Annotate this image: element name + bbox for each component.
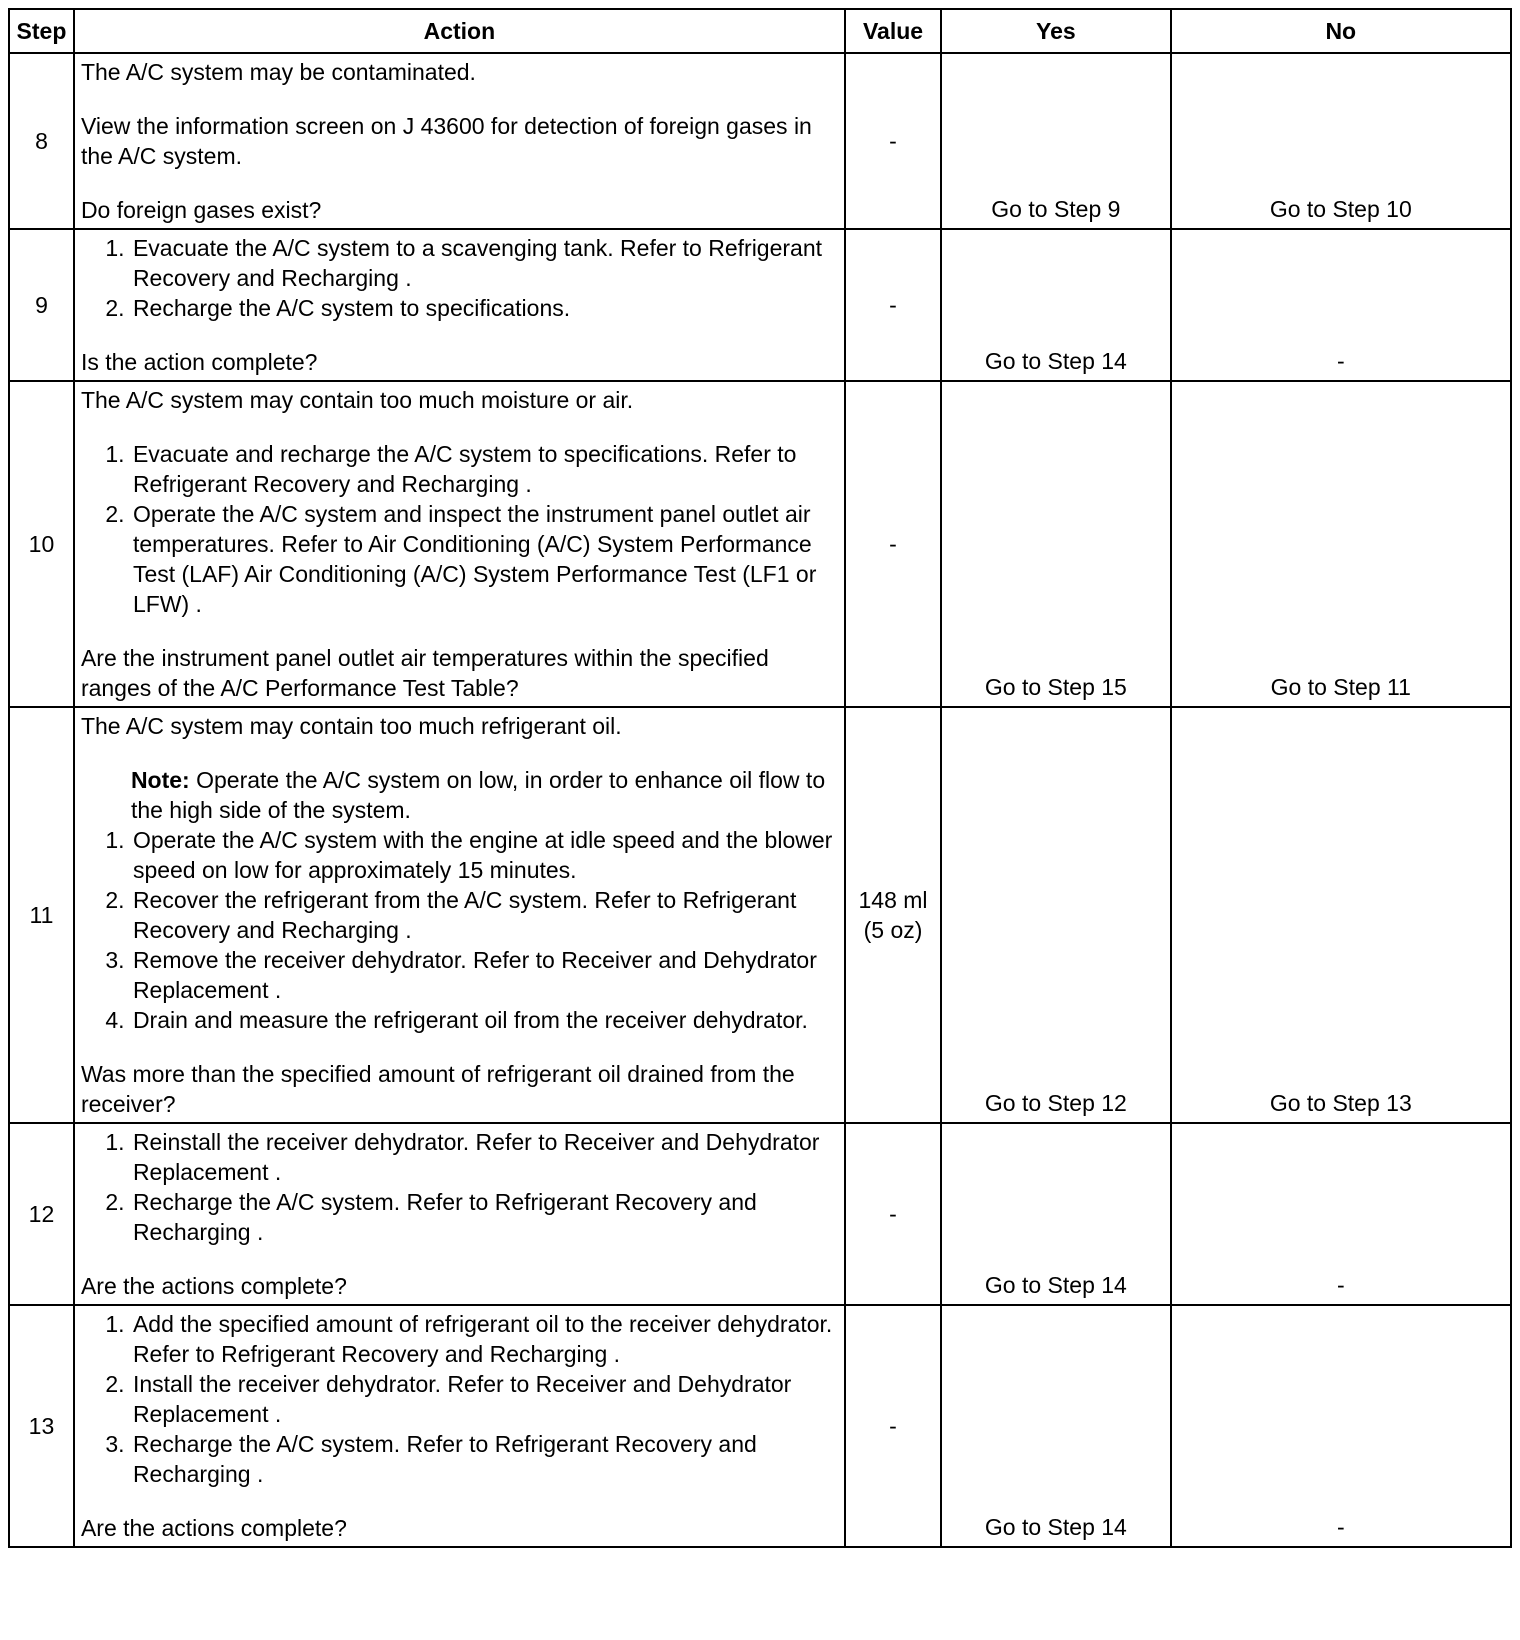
no-cell: Go to Step 13 — [1171, 707, 1511, 1123]
table-row — [9, 1305, 1511, 1547]
action-list — [81, 233, 838, 323]
list-item: 1. Operate the A/C system with the engine at idle speed and the blower speed on low for approximately 15 minutes. — [131, 825, 838, 885]
no-cell: - — [1171, 1305, 1511, 1547]
list-item: 1. Evacuate the A/C system to a scavenging tank. Refer to Refrigerant Recovery and Recharging . — [131, 233, 838, 293]
list-item: 2. Operate the A/C system and inspect the instrument panel outlet air temperatures. Refer to Air Conditioning (A/C) System Performance Test (LAF) Air Conditioning (A/C) System Performance Test (LF1 or LFW) . — [131, 499, 838, 619]
note — [81, 765, 838, 825]
action-question: Do foreign gases exist? — [80, 197, 322, 223]
yes-cell: Go to Step 14 — [941, 1123, 1170, 1305]
no-cell: - — [1171, 1123, 1511, 1305]
yes-cell: Go to Step 12 — [941, 707, 1170, 1123]
yes-cell: Go to Step 14 — [941, 229, 1170, 381]
value-cell: - — [845, 381, 941, 707]
action-cell — [74, 53, 845, 229]
table-row — [9, 381, 1511, 707]
action-intro: The A/C system may contain too much moisture or air. — [80, 387, 634, 413]
list-item: 1. Add the specified amount of refrigerant oil to the receiver dehydrator. Refer to Refrigerant Recovery and Recharging . — [131, 1309, 838, 1369]
header-value: Value — [845, 9, 941, 53]
action-question: Are the instrument panel outlet air temperatures within the specified ranges of the A/C Performance Test Table? — [80, 645, 769, 701]
note-text: Operate the A/C system on low, in order to enhance oil flow to the high side of the system. — [130, 767, 826, 823]
step-number: 12 — [9, 1123, 74, 1305]
step-number: 10 — [9, 381, 74, 707]
action-question: Is the action complete? — [80, 349, 318, 375]
step-number: 8 — [9, 53, 74, 229]
yes-cell: Go to Step 14 — [941, 1305, 1170, 1547]
step-number: 11 — [9, 707, 74, 1123]
header-action: Action — [74, 9, 845, 53]
step-number: 13 — [9, 1305, 74, 1547]
action-list — [81, 1309, 838, 1489]
list-item: 2. Recharge the A/C system. Refer to Refrigerant Recovery and Recharging . — [131, 1187, 838, 1247]
list-item: 3. Recharge the A/C system. Refer to Refrigerant Recovery and Recharging . — [131, 1429, 838, 1489]
action-list — [81, 439, 838, 619]
action-intro: The A/C system may contain too much refrigerant oil. — [80, 713, 622, 739]
action-list — [81, 825, 838, 1035]
value-cell: - — [845, 1305, 941, 1547]
action-intro: The A/C system may be contaminated. — [80, 59, 476, 85]
action-question: Are the actions complete? — [80, 1273, 347, 1299]
action-cell — [74, 707, 845, 1123]
value-imperial: (5 oz) — [863, 917, 923, 943]
header-row — [9, 9, 1511, 53]
action-instruction: View the information screen on J 43600 for detection of foreign gases in the A/C system. — [80, 113, 812, 169]
header-step: Step — [9, 9, 74, 53]
action-question: Was more than the specified amount of refrigerant oil drained from the receiver? — [80, 1061, 795, 1117]
no-cell: Go to Step 10 — [1171, 53, 1511, 229]
action-cell — [74, 1123, 845, 1305]
table-row — [9, 1123, 1511, 1305]
value-cell: - — [845, 229, 941, 381]
list-item: 2. Install the receiver dehydrator. Refer to Receiver and Dehydrator Replacement . — [131, 1369, 838, 1429]
list-item: 2. Recharge the A/C system to specifications. — [131, 293, 838, 323]
no-cell: - — [1171, 229, 1511, 381]
note-label: Note: — [130, 767, 190, 793]
table-row — [9, 229, 1511, 381]
list-item: 4. Drain and measure the refrigerant oil from the receiver dehydrator. — [131, 1005, 838, 1035]
value-metric: 148 ml — [858, 887, 928, 913]
list-item: 1. Reinstall the receiver dehydrator. Refer to Receiver and Dehydrator Replacement . — [131, 1127, 838, 1187]
value-cell: - — [845, 1123, 941, 1305]
yes-cell: Go to Step 9 — [941, 53, 1170, 229]
value-cell: - — [845, 53, 941, 229]
header-yes: Yes — [941, 9, 1170, 53]
table-row — [9, 707, 1511, 1123]
yes-cell: Go to Step 15 — [941, 381, 1170, 707]
action-cell — [74, 381, 845, 707]
table-row — [9, 53, 1511, 229]
header-no: No — [1171, 9, 1511, 53]
action-question: Are the actions complete? — [80, 1515, 347, 1541]
step-number: 9 — [9, 229, 74, 381]
no-cell: Go to Step 11 — [1171, 381, 1511, 707]
action-list — [81, 1127, 838, 1247]
list-item: 3. Remove the receiver dehydrator. Refer to Receiver and Dehydrator Replacement . — [131, 945, 838, 1005]
value-cell — [845, 707, 941, 1123]
action-cell — [74, 229, 845, 381]
list-item: 2. Recover the refrigerant from the A/C system. Refer to Refrigerant Recovery and Recharging . — [131, 885, 838, 945]
list-item: 1. Evacuate and recharge the A/C system to specifications. Refer to Refrigerant Recovery and Recharging . — [131, 439, 838, 499]
diagnostic-table — [8, 8, 1512, 1548]
action-cell — [74, 1305, 845, 1547]
